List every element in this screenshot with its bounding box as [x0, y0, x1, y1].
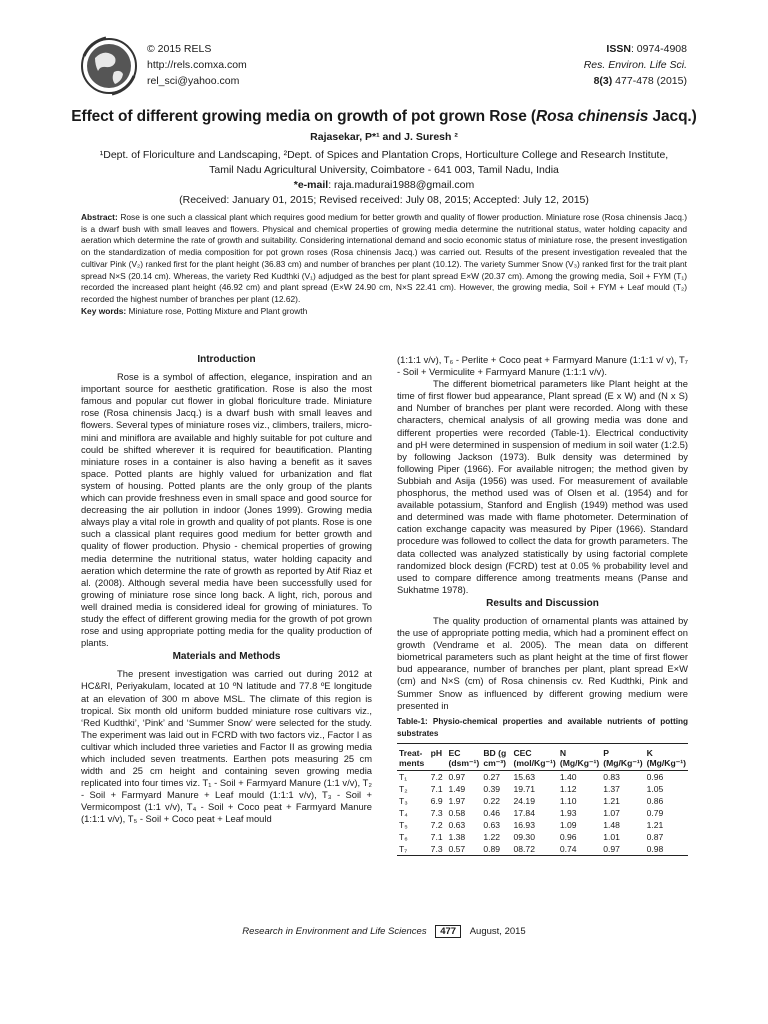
- corresponding-email: [70, 179, 698, 191]
- table-row: [397, 831, 688, 843]
- table-cell: 0.98: [645, 843, 688, 856]
- table-cell: 0.96: [559, 831, 577, 842]
- table-row: [397, 770, 688, 783]
- keywords-text: Miniature rose, Potting Mixture and Plant growth: [126, 305, 308, 316]
- table-cell: 1.21: [646, 819, 664, 830]
- table-header-cell: BD (g cm⁻³): [481, 746, 511, 771]
- table-cell: 1.07: [603, 807, 620, 818]
- table-cell: 0.79: [646, 807, 664, 818]
- table-cell: T₆: [399, 831, 408, 842]
- table-cell: 0.86: [646, 795, 664, 806]
- table-cell: T₅: [399, 819, 408, 830]
- materials-methods-continued: (1:1:1 v/v), T₆ - Perlite + Coco peat + Farmyard Manure (1:1:1 v/ v), T₇ - Soil + Vermiculite + Farmyard Manure (1:1:1 v/v).: [397, 354, 688, 378]
- table-cell: 7.2: [430, 771, 443, 782]
- title-end: Jacq.): [648, 108, 697, 125]
- table-row: [397, 795, 688, 807]
- table-header-cell: N (Mg/Kg⁻¹): [558, 746, 601, 771]
- nutrients-table: [397, 746, 688, 856]
- table-cell: 0.39: [483, 783, 501, 794]
- table-cell: 1.48: [603, 819, 620, 830]
- table-cell: 0.58: [448, 807, 466, 818]
- table-cell: 7.3: [429, 843, 447, 856]
- volume-issue: 8(3): [593, 75, 613, 87]
- introduction-heading: Introduction: [197, 354, 256, 365]
- table-cell: T₃: [399, 795, 408, 806]
- page-range: 477-478 (2015): [612, 75, 687, 87]
- table-cell: 0.74: [558, 843, 601, 856]
- journal-logo-icon: [80, 36, 138, 96]
- table-cell: 1.21: [603, 795, 620, 806]
- table-cell: 0.63: [448, 819, 466, 830]
- affiliation-line-1: ¹Dept. of Floriculture and Landscaping, ²Dept. of Spices and Plantation Crops, Horticulture College and Research Institute,: [99, 149, 669, 161]
- table-header-cell: pH: [429, 746, 447, 771]
- email-value: : raja.madurai1988@gmail.com: [328, 179, 475, 191]
- abstract-text: Rose is one such a classical plant which requires good medium for better growth and quality of flower production. Miniature rose (Rosa chinensis Jacq.) is a dwarf bush with small leaves and flowers. Physical and chemical properties of growing media determine the nutritional status, water holding capacity and aeration which determine the rate of growth and suitability. Considering international demand and socio economic status of miniature rose, the present investigation on the standardization of media composition for pot grown roses (Rosa chinensis Jacq.) was carried out. Results of the present investigation revealed that the cultivar Pink (V₂) ranked first for the plant height (36.83 cm) and number of branches per plant (10.12). The variety Summer Snow (V₃) ranked first for the trait plant spread N×S (20.14 cm). Whereas, the variety Red Kudthki (V₁) adjudged as the best for plant spread E×W (20.37 cm). Among the growing media, Soil + FYM (T₁) recorded the increased plant height (46.92 cm) and plant spread (E×W 24.90 cm, N×S 22.41 cm). However, the growing media, Soil + FYM + Leaf mould (T₂) recorded the highest number of branches per plant (12.62).: [81, 212, 687, 304]
- table-cell: 1.37: [603, 783, 620, 794]
- table-cell: 1.10: [559, 795, 577, 806]
- table-cell: 17.84: [513, 807, 535, 818]
- table-cell: 6.9: [430, 795, 443, 806]
- table-cell: 7.3: [430, 807, 443, 818]
- page-footer: [0, 925, 768, 938]
- table-cell: 1.93: [559, 807, 577, 818]
- table-cell: 0.89: [481, 843, 511, 856]
- table-cell: 7.2: [430, 819, 443, 830]
- issn-label: ISSN: [606, 43, 631, 55]
- biometrical-paragraph: The different biometrical parameters like Plant height at the time of first flower bud appearance, Plant spread (E x W) and (N x S) and Number of branches per plant were recorded. Along with these characters, chemical analysis of all growing media was done and different properties were recorded (Table-1). Electrical conductivity and pH were determined in suspension of medium in soil water (1:2.5) by following Jackson (1973). Bulk density was determined by following Piper (1966). For available nitrogen; the method given by Subbiah and Asija (1956) was used. For measurement of available phosphorus, the method used was of Olsen et al. (1954) and for available potassium, Stanford and English (1949) method was used and determined was made with flame photometer. Determination of cation exchange capacity was measured by Piper (1966). Standard procedure was followed to collect the data for growth parameters. The data collected was analyzed statistically by using factorial complete randomized block design (FCRD) test at 0.05 % probability level and used to compare difference among treatments means (Panse and Sukhatme 1978).: [397, 378, 688, 595]
- right-column: [397, 354, 688, 856]
- keywords-label: Key words:: [81, 305, 127, 316]
- paper-title: [70, 108, 698, 126]
- table-row: [397, 783, 688, 795]
- title-species: Rosa chinensis: [535, 108, 649, 125]
- table-cell: 0.22: [483, 795, 501, 806]
- journal-abbrev: Res. Environ. Life Sci.: [583, 59, 687, 71]
- table-row: [397, 807, 688, 819]
- table-header-cell: CEC (mol/Kg⁻¹): [511, 746, 557, 771]
- table-cell: 7.1: [430, 783, 443, 794]
- table-body: [397, 770, 688, 855]
- footer-date: August, 2015: [469, 926, 526, 937]
- left-column: [81, 354, 372, 826]
- table-cell: 08.72: [511, 843, 557, 856]
- journal-name: [584, 57, 687, 73]
- table-cell: T₇: [397, 843, 429, 856]
- table-cell: 7.1: [430, 831, 443, 842]
- journal-url[interactable]: http://rels.comxa.com: [147, 59, 247, 71]
- table-cell: 09.30: [513, 831, 535, 842]
- footer-journal: Research in Environment and Life Sciences: [242, 926, 427, 937]
- table-cell: 0.63: [483, 819, 501, 830]
- volume-line: [584, 73, 687, 89]
- table-cell: T₂: [399, 783, 408, 794]
- table-cell: 19.71: [513, 783, 535, 794]
- table-cell: 1.09: [559, 819, 577, 830]
- table-cell: 0.83: [603, 771, 620, 782]
- authors: Rajasekar, P*¹ and J. Suresh ²: [310, 131, 458, 143]
- title-main: Effect of different growing media on growth of pot grown Rose (: [71, 108, 536, 125]
- table-cell: 15.63: [513, 771, 535, 782]
- page-number: 477: [435, 925, 461, 938]
- journal-header-right: [584, 41, 687, 89]
- abstract: [81, 212, 687, 317]
- table-cell: 16.93: [513, 819, 535, 830]
- abstract-label: Abstract:: [81, 212, 118, 222]
- journal-email[interactable]: rel_sci@yahoo.com: [147, 75, 240, 87]
- table-row: [397, 843, 688, 856]
- table-caption: Table-1: Physio-chemical properties and available nutrients of potting substrates: [397, 716, 688, 744]
- table-cell: 1.05: [646, 783, 664, 794]
- results-discussion-heading: Results and Discussion: [486, 597, 599, 609]
- table-cell: 0.27: [483, 771, 501, 782]
- email-label: *e-mail: [293, 179, 329, 191]
- table-header-cell: EC (dsm⁻¹): [446, 746, 481, 771]
- table-row: [397, 819, 688, 831]
- received-dates: (Received: January 01, 2015; Revised received: July 08, 2015; Accepted: July 12, 2015): [179, 194, 589, 206]
- table-cell: 0.46: [483, 807, 501, 818]
- table-cell: 1.22: [483, 831, 501, 842]
- table-header-row: [397, 746, 688, 771]
- table-header-cell: P (Mg/Kg⁻¹): [601, 746, 644, 771]
- table-cell: 1.49: [448, 783, 466, 794]
- materials-methods-heading: Materials and Methods: [172, 651, 281, 663]
- introduction-paragraph: Rose is a symbol of affection, elegance, inspiration and an important source for aesthetic gratification. Rose is also the most famous and popular cut flower in global floriculture trade. Miniature rose (Rosa chinensis Jacq.) is a dwarf bush with small leaves and flowers. Several types of miniature roses viz., climbers, trailers, micro-mini and miniflora are available and highly suitable for pot culture and could be shifted wherever it is required for beautification. Planting miniature roses in a container is also having a benefit as it saves space. Potted plants are highly valued for urbanization and flat system of housing. Potted plants are the only group of the plants which can provide freshness even in small space and good source for decreasing the air pollution in indoor (Jones 1999). Growing media always play a vital role in growth and quality of pot plants. Rose is one such a classical plant requires good medium for better growth and quality of flower production. Physio - chemical properties of growing media determine the nutritional status, water holding capacity and aeration which determine the rate of growth as reported by Atif Riaz et al. (2008). Although several media have been successfully used for growing of miniature rose since long back. A light, rich, porous and well drained media is considered ideal for growing of miniatures. To study the effect of different growing media for the growth of pot grown rose and using appropriate potting media for the quality production of plants.: [81, 371, 372, 649]
- table-cell: 1.12: [559, 783, 577, 794]
- journal-header-left: [147, 41, 247, 89]
- table-cell: T₁: [399, 771, 408, 782]
- table-cell: 0.96: [646, 771, 664, 782]
- issn-line: [584, 41, 687, 57]
- table-cell: 1.40: [559, 771, 577, 782]
- table-cell: 1.01: [603, 831, 620, 842]
- affiliation-line-2: Tamil Nadu Agricultural University, Coimbatore - 641 003, Tamil Nadu, India: [209, 164, 559, 176]
- issn-value: : 0974-4908: [630, 43, 687, 55]
- table-cell: 1.97: [448, 795, 466, 806]
- copyright-line: © 2015 RELS: [147, 43, 212, 55]
- materials-methods-paragraph: The present investigation was carried out during 2012 at HC&RI, Periyakulam, located at 10 ºN latitude and 77.8 ºE longitude at an elevation of 300 m above MSL. The climate of this region is tropical. Six month old uniform budded miniature rose cultivars viz., ‘Red Kudthki’, ‘Pink’ and ‘Summer Snow’ were selected for the study. The experiment was laid out in FCRD with two factors viz., Factor I as cultivar which included three varieties and Factor II as growing media which included seven treatments. Earthen pots measuring 25 cm width and 25 cm height and containing seven growing media replicated into four times viz. T₁ - Soil + Farmyard Manure (1:1 v/v), T₂ - Soil + Farmyard Manure + Leaf mould (1:1:1 v/v), T₃ - Soil + Vermicompost (1:1 v/v), T₄ - Soil + Coco peat + Farmyard Manure (1:1:1 v/v), T₅ - Soil + Coco peat + Leaf mould: [81, 668, 372, 825]
- table-cell: 0.57: [446, 843, 481, 856]
- results-paragraph: The quality production of ornamental plants was attained by the use of appropriate potting media, which had a prominent effect on growth (Vendrame et al. 2005). The mean data on different biometrical parameters such as plant height at the time of first flower bud appearance, number of branches per plant, plant spread E×W (cm) and N×S (cm) of Rosa chinensis cv. Red Kudthki, Pink and Summer Snow as influenced by different growing medium were presented in: [397, 614, 688, 711]
- table-cell: T₄: [399, 807, 408, 818]
- table-header-cell: K (Mg/Kg⁻¹): [645, 746, 688, 771]
- table-cell: 0.97: [448, 771, 466, 782]
- table-cell: 0.97: [601, 843, 644, 856]
- table-cell: 0.87: [646, 831, 664, 842]
- table-cell: 24.19: [513, 795, 535, 806]
- table-header-cell: Treat-ments: [397, 746, 429, 771]
- table-cell: 1.38: [448, 831, 466, 842]
